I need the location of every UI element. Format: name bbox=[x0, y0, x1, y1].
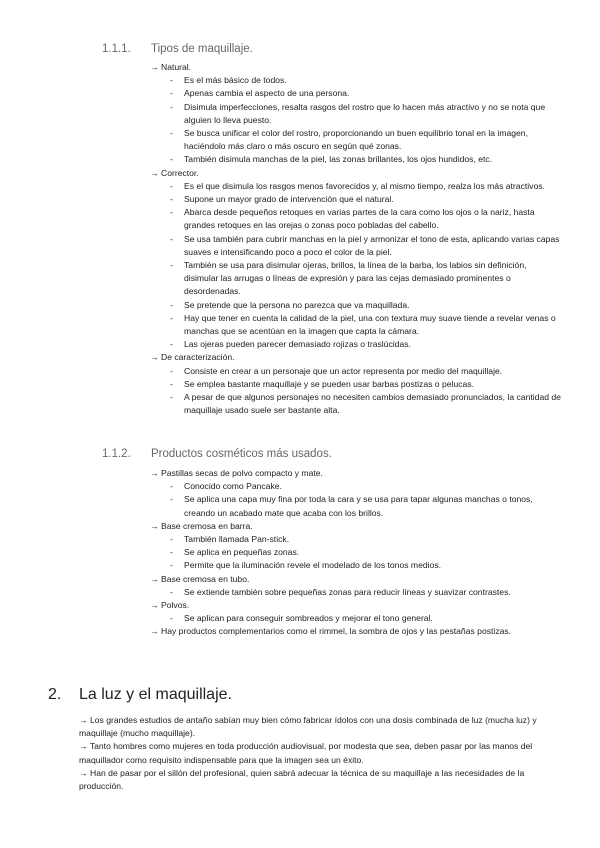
bullet-list bbox=[150, 480, 562, 520]
list-item: - También se usa para disimular ojeras, brillos, la línea de la barba, los labios sin definición, disimular las arrugas o líneas de expresión y para las cejas demasiado prominentes o desordenadas. bbox=[170, 260, 527, 297]
list-item: - Permite que la iluminación revele el modelado de los tonos medios. bbox=[170, 560, 441, 571]
list-item: - Se aplican para conseguir sombreados y mejorar el tono general. bbox=[170, 613, 433, 624]
heading-number: 1.1.2. bbox=[102, 448, 131, 460]
bullet-list bbox=[150, 586, 562, 599]
group-label: → Base cremosa en tubo. bbox=[150, 573, 250, 584]
list-item: - Se aplica una capa muy fina por toda la cara y se usa para tapar algunas manchas o tonos, creando un acabado mate que acaba con los brillos. bbox=[170, 494, 533, 518]
bullet-list bbox=[150, 533, 562, 573]
list-item: - También llamada Pan-stick. bbox=[170, 534, 290, 545]
list-item: - Disimula imperfecciones, resalta rasgos del rostro que lo hacen más atractivo y no se nota que alguien lo lleva puesto. bbox=[170, 101, 546, 125]
list-item: - Apenas cambia el aspecto de una persona. bbox=[170, 88, 350, 99]
luz-paragraphs bbox=[79, 714, 559, 793]
group-label: → Corrector. bbox=[150, 167, 199, 178]
list-item: - Se usa también para cubrir manchas en la piel y armonizar el tono de esta, aplicando varias capas suaves e intensificando poco a poco el color de la piel. bbox=[170, 233, 560, 257]
list-item: - Se extiende también sobre pequeñas zonas para reducir líneas y suavizar contrastes. bbox=[170, 586, 511, 597]
list-item: - Se busca unificar el color del rostro, proporcionando un buen equilibrio tonal en la imagen, haciéndolo más claro o más oscuro en según qué zonas. bbox=[170, 128, 528, 152]
list-item: - También disimula manchas de la piel, las zonas brillantes, los ojos hundidos, etc. bbox=[170, 154, 493, 165]
bullet-list bbox=[150, 74, 562, 166]
list-item: - Hay que tener en cuenta la calidad de la piel, una con textura muy suave tiende a revelar venas o manchas que se acentúan en la imagen que capta la cámara. bbox=[170, 312, 556, 337]
paragraph: → Tanto hombres como mujeres en toda producción audiovisual, por modesta que sea, deben pasar por las manos del maquillador como requisito indispensable para que la imagen sea un éxito. bbox=[79, 741, 533, 765]
list-item: - Conocido como Pancake. bbox=[170, 481, 282, 492]
heading-title: Productos cosméticos más usados. bbox=[151, 448, 332, 460]
list-item: - Se pretende que la persona no parezca que va maquillada. bbox=[170, 299, 410, 310]
group-label: → Natural. bbox=[150, 62, 192, 72]
paragraph: → Los grandes estudios de antaño sabían muy bien cómo fabricar ídolos con una dosis combinada de luz (mucha luz) y maquillaje (mucho maquillaje). bbox=[79, 715, 537, 739]
heading-tipos-maquillaje bbox=[102, 43, 253, 55]
heading-title: Tipos de maquillaje. bbox=[151, 43, 253, 55]
productos-list bbox=[150, 467, 562, 639]
list-item: - A pesar de que algunos personajes no necesiten cambios demasiado pronunciados, la cantidad de maquillaje usado suele ser bastante alta. bbox=[170, 392, 561, 416]
heading-productos bbox=[102, 448, 332, 460]
bullet-list bbox=[150, 365, 562, 418]
list-item: - Es el que disimula los rasgos menos favorecidos y, al mismo tiempo, realza los más atractivos. bbox=[170, 180, 545, 191]
group-label: → Polvos. bbox=[150, 600, 190, 611]
heading-title: La luz y el maquillaje. bbox=[79, 686, 232, 703]
group-label: → Pastillas secas de polvo compacto y mate. bbox=[150, 468, 323, 478]
list-item: - Consiste en crear a un personaje que un actor representa por medio del maquillaje. bbox=[170, 365, 503, 376]
heading-number: 2. bbox=[48, 686, 62, 703]
list-item: - Se aplica en pequeñas zonas. bbox=[170, 547, 300, 558]
bullet-list bbox=[150, 612, 562, 625]
list-item: - Se emplea bastante maquillaje y se pueden usar barbas postizas o pelucas. bbox=[170, 378, 474, 389]
list-item: - Las ojeras pueden parecer demasiado rojizas o traslúcidas. bbox=[170, 339, 411, 350]
tipos-list bbox=[150, 61, 562, 417]
group-label: → Base cremosa en barra. bbox=[150, 520, 253, 531]
bullet-list bbox=[150, 180, 562, 352]
group-label: → De caracterización. bbox=[150, 352, 235, 363]
heading-number: 1.1.1. bbox=[102, 43, 131, 55]
paragraph: → Han de pasar por el sillón del profesional, quien sabrá adecuar la técnica de su maquillaje a las necesidades de la producción. bbox=[79, 767, 525, 792]
list-item: - Supone un mayor grado de intervención que el natural. bbox=[170, 194, 394, 205]
heading-luz-maquillaje bbox=[48, 686, 232, 704]
list-item: - Abarca desde pequeños retoques en varias partes de la cara como los ojos o la nariz, hasta grandes retoques en las orejas o zonas poco pobladas del cabello. bbox=[170, 207, 535, 231]
list-item: - Es el más básico de todos. bbox=[170, 75, 287, 86]
group-label: → Hay productos complementarios como el rimmel, la sombra de ojos y las pestañas postizas. bbox=[150, 626, 512, 637]
